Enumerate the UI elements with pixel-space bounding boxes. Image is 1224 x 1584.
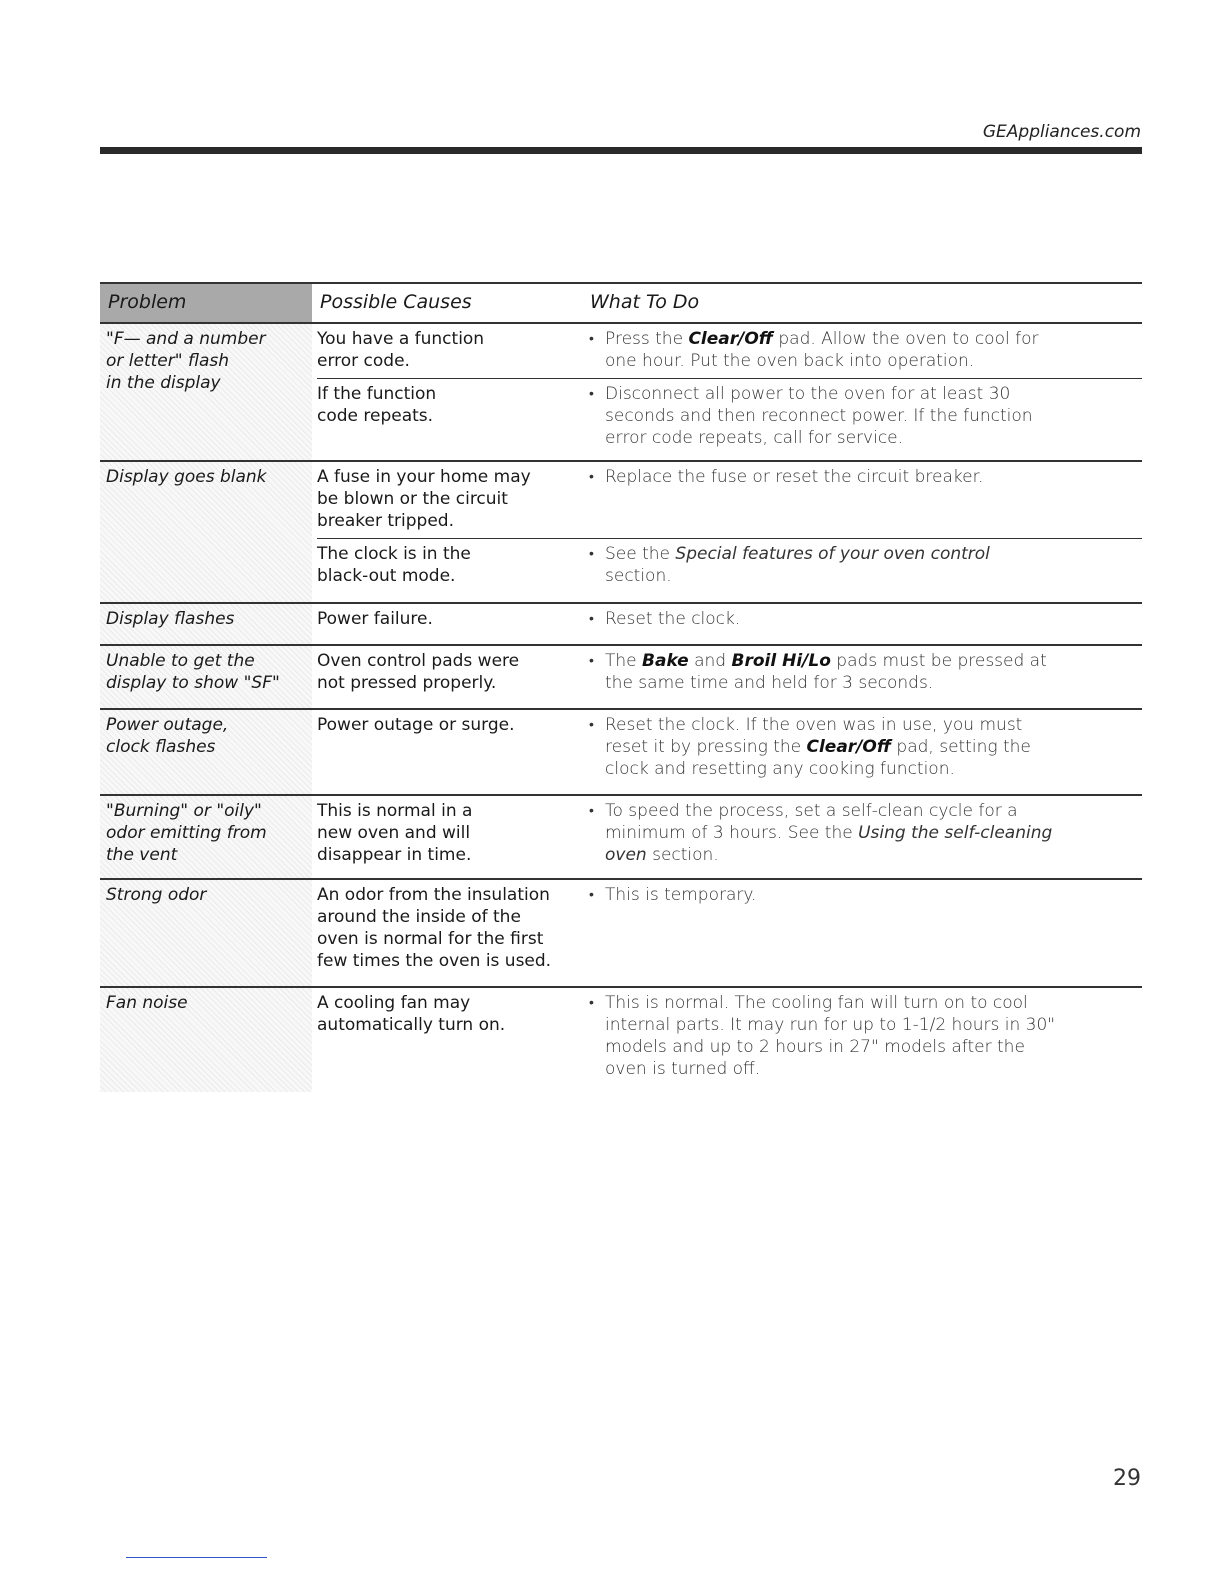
cause-block — [100, 880, 1142, 986]
cause-text: An odor from the insulation around the inside of the oven is normal for the first few times the oven is used. — [317, 885, 552, 971]
cause-text: Oven control pads were not pressed properly. — [317, 651, 520, 693]
cause-text: This is normal in a new oven and will disappear in time. — [317, 801, 473, 865]
problem-cell: "F— and a number or letter" flash in the display — [100, 324, 312, 460]
problem-header: Problem — [108, 291, 187, 313]
table-row — [100, 796, 1142, 880]
table-row — [100, 324, 1142, 462]
problem-cell: Power outage, clock flashes — [100, 710, 312, 794]
table-row — [100, 462, 1142, 604]
todo-text: • Press the Clear/Off pad. Allow the oven to cool for one hour. Put the oven back into operation. — [587, 328, 1057, 372]
troubleshooting-table — [100, 282, 1142, 1092]
todo-text: • The Bake and Broil Hi/Lo pads must be pressed at the same time and held for 3 seconds. — [587, 650, 1057, 694]
cause-block — [100, 988, 1142, 1092]
todo-text: • Replace the fuse or reset the circuit breaker. — [587, 466, 1057, 488]
cause-text: A cooling fan may automatically turn on. — [317, 993, 506, 1035]
table-row — [100, 646, 1142, 710]
cause-block — [100, 462, 1142, 538]
cause-block — [317, 378, 1142, 459]
todo-text: • Reset the clock. If the oven was in use, you must reset it by pressing the Clear/Off pad, setting the clock and resetting any cooking function. — [587, 714, 1057, 780]
cause-text: A fuse in your home may be blown or the circuit breaker tripped. — [317, 467, 531, 531]
todo-text: • See the Special features of your oven control section. — [587, 543, 1057, 587]
table-row — [100, 880, 1142, 988]
table-header — [100, 282, 1142, 324]
cause-block — [100, 710, 1142, 794]
cause-block — [100, 646, 1142, 708]
todo-text: • This is temporary. — [587, 884, 1057, 906]
cause-block — [100, 796, 1142, 878]
causes-header: Possible Causes — [320, 291, 472, 313]
cause-text: Power outage or surge. — [317, 715, 515, 735]
table-row — [100, 604, 1142, 646]
cause-block — [317, 538, 1142, 601]
todo-text: • Disconnect all power to the oven for at least 30 seconds and then reconnect power. If the function error code repeats, call for service. — [587, 383, 1057, 449]
site-url: GEAppliances.com — [982, 122, 1141, 142]
header-rule — [100, 147, 1142, 154]
bottom-link-rule[interactable] — [126, 1557, 267, 1558]
problem-cell: "Burning" or "oily" odor emitting from the vent — [100, 796, 312, 878]
cause-text: You have a function error code. — [317, 329, 485, 371]
todo-text: • This is normal. The cooling fan will turn on to cool internal parts. It may run for up to 1-1/2 hours in 30" models and up to 2 hours in 27" models after the oven is turned off. — [587, 992, 1057, 1080]
problem-cell: Display flashes — [100, 604, 312, 644]
todo-text: • To speed the process, set a self-clean cycle for a minimum of 3 hours. See the Using the self-cleaning oven section. — [587, 800, 1057, 866]
cause-text: If the function code repeats. — [317, 384, 437, 426]
page-number: 29 — [1113, 1466, 1141, 1491]
table-row — [100, 988, 1142, 1092]
problem-cell: Display goes blank — [100, 462, 312, 602]
cause-text: Power failure. — [317, 609, 433, 629]
todo-header: What To Do — [590, 291, 700, 313]
problem-cell: Fan noise — [100, 988, 312, 1092]
problem-cell: Unable to get the display to show "SF" — [100, 646, 312, 708]
cause-text: The clock is in the black-out mode. — [317, 544, 471, 586]
table-row — [100, 710, 1142, 796]
cause-block — [100, 604, 1142, 644]
problem-cell: Strong odor — [100, 880, 312, 986]
todo-text: • Reset the clock. — [587, 608, 1057, 630]
cause-block — [100, 324, 1142, 378]
